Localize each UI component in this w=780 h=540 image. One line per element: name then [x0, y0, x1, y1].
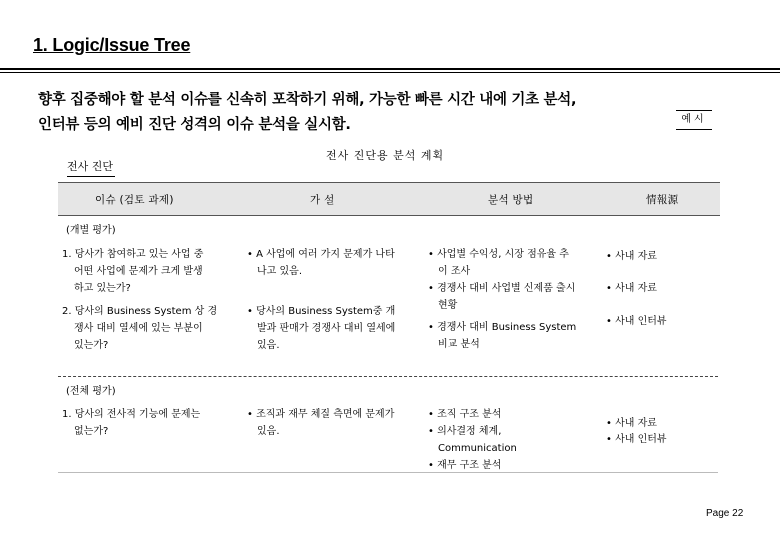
hypothesis-item: • 당사의 Business System중 개 발과 판매가 경쟁사 대비 열세에 있음.	[247, 306, 396, 351]
table-bottom-rule	[58, 472, 718, 473]
issue-item: 1. 당사가 참여하고 있는 사업 중 어떤 사업에 문제가 크게 발생 하고 있는가?	[62, 249, 204, 294]
issue-item: 2. 당사의 Business System 상 경 쟁사 대비 열세에 있는 부분이 있는가?	[62, 306, 218, 351]
header-source: 情報源	[646, 194, 679, 206]
method-item: • 사업별 수익성, 시장 점유율 추 이 조사	[428, 249, 569, 277]
hypothesis-item: • A 사업에 여러 가지 문제가 나타 나고 있음.	[247, 249, 395, 277]
diagnosis-label: 전사 진단	[67, 158, 115, 177]
method-item: • 의사결정 체계, Communication	[428, 426, 517, 454]
example-tag: 예시	[676, 110, 712, 130]
page-number: Page 22	[706, 508, 744, 519]
page-title: 1. Logic/Issue Tree	[33, 35, 191, 55]
source-item: • 사내 자료	[606, 251, 657, 262]
source-item: • 사내 자료	[606, 418, 657, 429]
section-label-individual: (개별 평가)	[66, 225, 116, 236]
section-divider	[58, 376, 718, 377]
title-divider-thin	[0, 72, 780, 73]
method-item: • 경쟁사 대비 사업별 신제품 출시 현황	[428, 283, 576, 311]
hypothesis-item: • 조직과 재무 체질 측면에 문제가 있음.	[247, 409, 395, 437]
section-label-overall: (전체 평가)	[66, 386, 116, 397]
source-item: • 사내 자료	[606, 283, 657, 294]
header-hypothesis: 가 설	[310, 194, 335, 206]
header-issue: 이슈 (검토 과제)	[95, 194, 174, 206]
intro-line-2: 인터뷰 등의 예비 진단 성격의 이슈 분석을 실시함.	[38, 117, 351, 133]
issue-item: 1. 당사의 전사적 기능에 문제는 없는가?	[62, 409, 201, 437]
source-item: • 사내 인터뷰	[606, 434, 667, 445]
plan-title: 전사 진단용 분석 계획	[326, 149, 445, 162]
intro-line-1: 향후 집중해야 할 분석 이슈를 신속히 포착하기 위해, 가능한 빠른 시간 내에 기초 분석,	[38, 92, 577, 108]
source-item: • 사내 인터뷰	[606, 316, 667, 327]
method-item: • 재무 구조 분석	[428, 460, 502, 471]
method-item: • 경쟁사 대비 Business System 비교 분석	[428, 322, 577, 350]
header-method: 분석 방법	[488, 194, 534, 206]
method-item: • 조직 구조 분석	[428, 409, 502, 420]
title-divider	[0, 68, 780, 70]
